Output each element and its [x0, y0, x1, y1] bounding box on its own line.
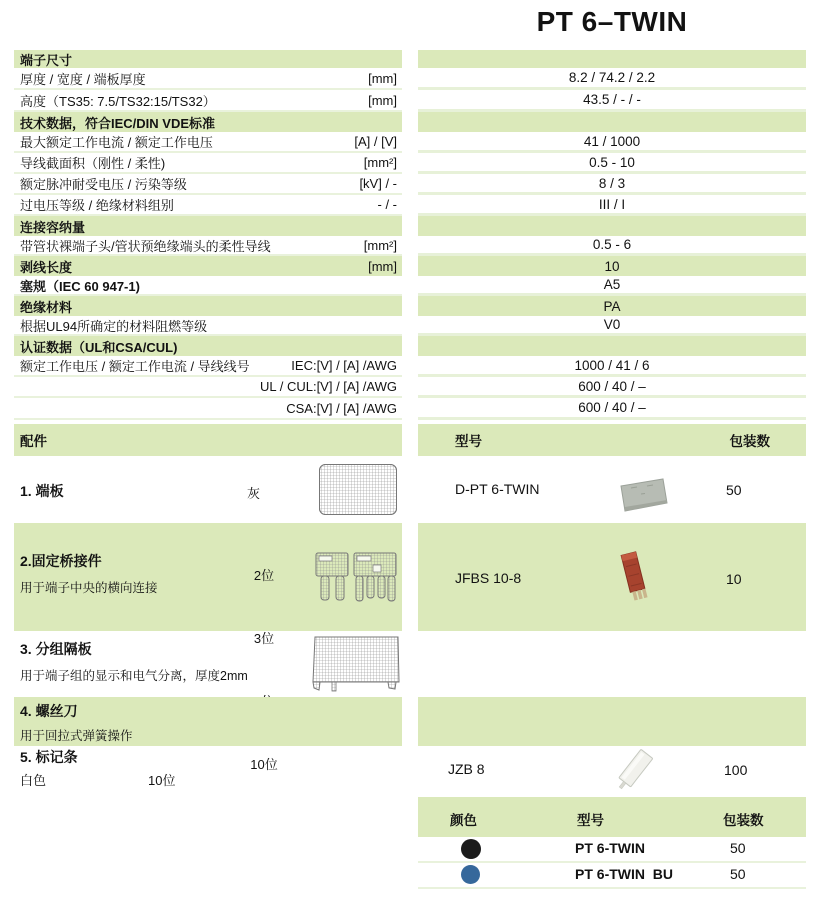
spec-value-cell — [418, 356, 806, 377]
spec-value-cell — [418, 50, 806, 68]
spec-table — [14, 50, 806, 420]
accessory-qty: 50 — [726, 482, 742, 498]
order-row — [418, 863, 806, 889]
accessory-row-endplate — [14, 460, 806, 519]
spec-row — [14, 356, 806, 377]
section-header: 连接容纳量 — [20, 219, 86, 235]
spec-value-cell — [418, 216, 806, 236]
spec-label: 额定脉冲耐受电压 / 污染等级 — [20, 177, 187, 192]
spec-label: 导线截面积（刚性 / 柔性) — [20, 156, 166, 171]
spec-unit: [mm²] — [363, 237, 397, 253]
accessory-left-cell — [14, 749, 402, 793]
spec-value: A5 — [603, 277, 621, 292]
divider-drawing — [310, 633, 402, 695]
spec-value-cell — [418, 112, 806, 132]
accessory-row-marker — [14, 749, 806, 793]
model-column-header: 型号 — [455, 434, 482, 449]
model-header-cell — [418, 424, 806, 456]
spec-unit: [mm] — [368, 258, 397, 274]
accessory-right-cell — [418, 749, 806, 793]
spec-value-cell — [418, 316, 806, 336]
section-header: 绝缘材料 — [20, 299, 73, 315]
accessory-title: 5. 标记条 — [20, 749, 78, 765]
spec-row — [14, 316, 806, 336]
spec-row — [14, 174, 806, 195]
spec-label-cell — [14, 377, 402, 398]
spec-label-cell — [14, 132, 402, 153]
spec-label-cell — [14, 316, 402, 336]
spec-value-cell — [418, 398, 806, 420]
spec-unit: CSA:[V] / [A] /AWG — [286, 400, 397, 416]
accessory-desc: 用于端子中央的横向连接 — [20, 581, 158, 595]
spec-label-cell — [14, 50, 402, 68]
marker-strip-photo — [612, 747, 658, 795]
spec-row — [14, 132, 806, 153]
section-header: 端子尺寸 — [20, 52, 73, 68]
accessory-model: JFBS 10-8 — [455, 570, 522, 586]
spec-value-cell — [418, 68, 806, 90]
spec-label: 高度（TS35: 7.5/TS32:15/TS32） — [20, 93, 216, 109]
spec-label: 过电压等级 / 绝缘材料组别 — [20, 198, 174, 213]
spec-unit: [kV] / - — [359, 176, 397, 191]
bridge-photo — [614, 547, 654, 609]
spec-label-cell — [14, 216, 402, 236]
accessory-right-cell — [418, 697, 806, 746]
accessory-left-cell — [14, 460, 402, 519]
spec-value-cell — [418, 132, 806, 153]
bridge-option: 2位 — [253, 568, 275, 583]
spec-label-cell — [14, 195, 402, 216]
accessory-right-cell — [418, 635, 806, 693]
order-model: PT 6-TWIN BU — [575, 866, 673, 882]
spec-unit: [mm] — [368, 92, 397, 108]
spec-label: 最大额定工作电流 / 额定工作电压 — [20, 135, 213, 150]
accessory-model: D-PT 6-TWIN — [455, 481, 540, 497]
spec-row — [14, 377, 806, 398]
spec-value: 600 / 40 / – — [578, 378, 646, 394]
spec-label: 塞规（IEC 60 947-1) — [20, 278, 140, 294]
spec-row — [14, 112, 806, 132]
accessory-title: 1. 端板 — [20, 483, 64, 499]
spec-row — [14, 236, 806, 256]
spec-unit: [mm] — [368, 70, 397, 86]
order-model: PT 6-TWIN — [575, 840, 645, 856]
accessories-header-cell — [14, 424, 402, 456]
accessory-title: 3. 分组隔板 — [20, 641, 92, 657]
spec-label-cell — [14, 236, 402, 256]
spec-label-cell — [14, 174, 402, 195]
accessory-desc: 用于端子组的显示和电气分离，厚度2mm — [20, 669, 248, 683]
order-row — [418, 837, 806, 863]
accessory-row-divider — [14, 635, 806, 693]
color-swatch-black — [461, 839, 481, 859]
spec-row — [14, 216, 806, 236]
spec-row — [14, 276, 806, 296]
section-header: 技术数据，符合IEC/DIN VDE标准 — [20, 115, 216, 131]
spec-value: 43.5 / - / - — [583, 92, 641, 107]
spec-unit: IEC:[V] / [A] /AWG — [291, 358, 397, 373]
spec-row — [14, 50, 806, 68]
spec-value: 10 — [604, 258, 620, 274]
section-header: 认证数据（UL和CSA/CUL) — [20, 339, 178, 355]
accessory-color: 灰 — [247, 486, 261, 501]
spec-label-cell — [14, 398, 402, 420]
accessory-right-cell — [418, 523, 806, 631]
accessory-right-cell — [418, 460, 806, 519]
spec-row — [14, 336, 806, 356]
accessories-header: 配件 — [20, 434, 47, 449]
spec-value: 0.5 - 10 — [589, 154, 635, 170]
model-column-header: 型号 — [577, 813, 604, 828]
spec-value: III / I — [598, 196, 626, 212]
accessory-left-cell — [14, 697, 402, 746]
spec-value-cell — [418, 174, 806, 195]
spec-value-cell — [418, 296, 806, 316]
spec-unit: - / - — [377, 197, 397, 212]
order-qty: 50 — [730, 840, 746, 856]
accessory-qty: 10 — [726, 571, 742, 587]
accessories-header-row — [14, 424, 806, 456]
spec-label-cell — [14, 112, 402, 132]
spec-row — [14, 398, 806, 420]
accessories-section — [14, 424, 806, 793]
spec-label-cell — [14, 296, 402, 316]
accessory-title: 2.固定桥接件 — [20, 553, 102, 569]
spec-value: V0 — [603, 317, 621, 332]
spec-label-cell — [14, 356, 402, 377]
spec-label: 额定工作电压 / 额定工作电流 / 导线线号 — [20, 359, 250, 374]
order-qty: 50 — [730, 866, 746, 882]
order-table — [418, 797, 806, 889]
spec-value-cell — [418, 236, 806, 256]
qty-column-header: 包装数 — [729, 434, 770, 449]
spec-label-cell — [14, 153, 402, 174]
spec-value-cell — [418, 377, 806, 398]
spec-label-cell — [14, 68, 402, 90]
bridge-option: 10位 — [250, 757, 278, 772]
spec-value-cell — [418, 276, 806, 296]
spec-value-cell — [418, 90, 806, 112]
spec-label: 根据UL94所确定的材料阻燃等级 — [20, 318, 208, 334]
accessory-title: 4. 螺丝刀 — [20, 703, 78, 719]
spec-row — [14, 68, 806, 90]
spec-value: 600 / 40 / – — [578, 400, 646, 415]
qty-column-header: 包装数 — [723, 813, 764, 828]
spec-unit: UL / CUL:[V] / [A] /AWG — [259, 379, 397, 394]
spec-row — [14, 256, 806, 276]
color-swatch-blue — [461, 865, 480, 884]
spec-unit: [mm²] — [363, 155, 397, 170]
spec-value-cell — [418, 195, 806, 216]
spec-row — [14, 296, 806, 316]
spec-value: 0.5 - 6 — [592, 237, 632, 252]
accessory-color: 白色 — [20, 773, 47, 788]
spec-value-cell — [418, 153, 806, 174]
spec-row — [14, 153, 806, 174]
spec-value: 8.2 / 74.2 / 2.2 — [568, 70, 656, 85]
spec-label-cell — [14, 256, 402, 276]
spec-value: 41 / 1000 — [583, 133, 641, 149]
endplate-drawing — [318, 463, 398, 516]
accessory-desc: 用于回拉式弹簧操作 — [20, 729, 133, 743]
spec-label-cell — [14, 276, 402, 296]
spec-row — [14, 90, 806, 112]
spec-unit: [A] / [V] — [354, 134, 397, 149]
spec-value: 1000 / 41 / 6 — [574, 357, 650, 373]
color-column-header: 颜色 — [450, 813, 477, 828]
spec-label-cell — [14, 336, 402, 356]
bridge-option: 3位 — [253, 631, 275, 646]
spec-value: PA — [603, 298, 621, 314]
spec-value-cell — [418, 256, 806, 276]
bridge-drawing — [314, 549, 398, 607]
section-header: 剥线长度 — [20, 259, 73, 275]
spec-row — [14, 195, 806, 216]
accessory-left-cell — [14, 635, 402, 693]
endplate-photo — [617, 474, 669, 514]
page-title: PT 6–TWIN — [536, 6, 688, 37]
accessory-positions: 10位 — [148, 773, 176, 788]
spec-value: 8 / 3 — [598, 175, 626, 191]
spec-label: 厚度 / 宽度 / 端板厚度 — [20, 71, 146, 87]
spec-label-cell — [14, 90, 402, 112]
accessory-model: JZB 8 — [448, 761, 485, 777]
spec-value-cell — [418, 336, 806, 356]
spec-label: 带管状裸端子头/管状预绝缘端头的柔性导线 — [20, 238, 271, 254]
accessory-row-screwdriver — [14, 697, 806, 746]
order-header-row — [418, 797, 806, 837]
accessory-qty: 100 — [724, 762, 748, 778]
